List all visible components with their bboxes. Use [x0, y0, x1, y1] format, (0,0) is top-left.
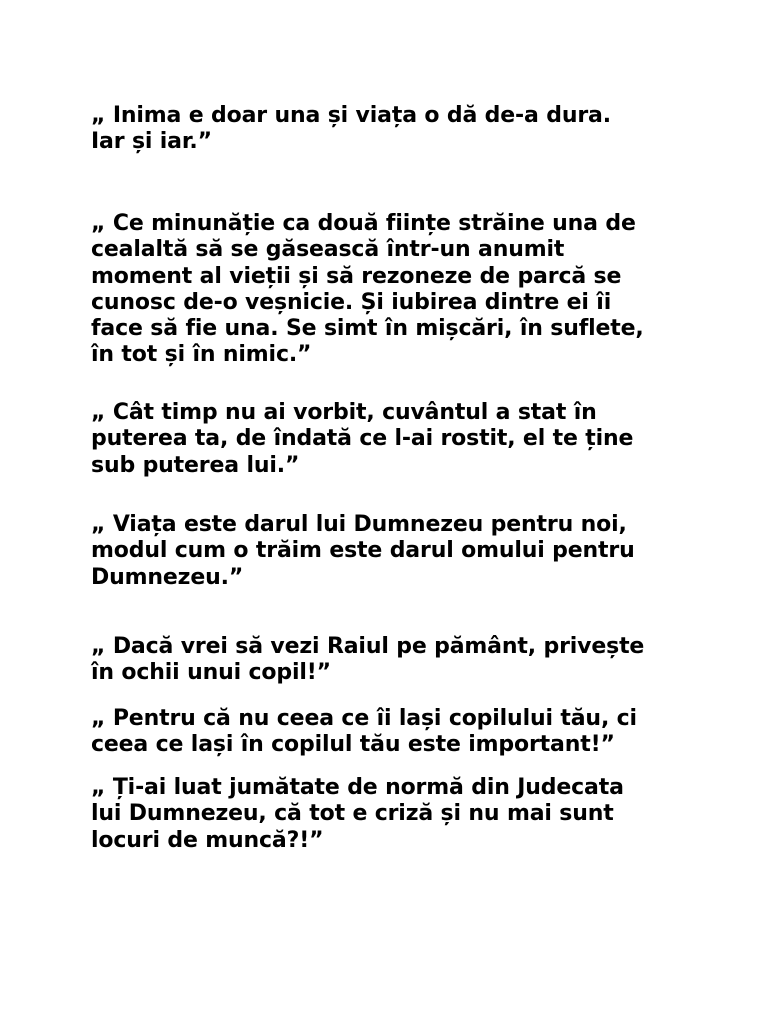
quote-6 — [91, 706, 731, 759]
quote-line: în tot și în nimic.” — [91, 342, 312, 368]
quote-5 — [91, 634, 731, 687]
quote-line: „ Ce minunăție ca două ființe străine una de — [91, 211, 636, 236]
quote-line: lui Dumnezeu, că tot e criză și nu mai sunt — [91, 801, 614, 827]
quote-3 — [91, 400, 731, 479]
quote-7 — [91, 775, 731, 854]
quote-2 — [91, 211, 731, 369]
quote-line: modul cum o trăim este darul omului pentru — [91, 538, 635, 564]
quote-line: cunosc de-o veșnicie. Și iubirea dintre ei îi — [91, 289, 612, 315]
quote-line: ceea ce lași în copilul tău este important!” — [91, 732, 615, 758]
quote-line: „ Dacă vrei să vezi Raiul pe pământ, privește — [91, 634, 645, 659]
quote-line: moment al vieții și să rezoneze de parcă se — [91, 263, 622, 289]
quote-line: „ Ți-ai luat jumătate de normă din Judecata — [91, 775, 624, 800]
quote-line: în ochii unui copil!” — [91, 660, 331, 686]
quote-line: face să fie una. Se simt în mișcări, în suflete, — [91, 316, 644, 342]
quote-line: sub puterea lui.” — [91, 452, 300, 478]
quote-line: „ Pentru că nu ceea ce îi lași copilului tău, ci — [91, 706, 637, 731]
quote-line: Dumnezeu.” — [91, 564, 244, 590]
quote-line: locuri de muncă?!” — [91, 827, 324, 853]
quote-line: Iar și iar.” — [91, 129, 212, 155]
quote-line: „ Viața este darul lui Dumnezeu pentru noi, — [91, 512, 627, 537]
quote-4 — [91, 512, 731, 591]
quote-line: „ Inima e doar una și viața o dă de-a dura. — [91, 103, 611, 128]
quote-1 — [91, 103, 731, 156]
quote-line: cealaltă să se găsească într-un anumit — [91, 237, 565, 263]
quote-line: „ Cât timp nu ai vorbit, cuvântul a stat în — [91, 400, 597, 425]
quote-line: puterea ta, de îndată ce l-ai rostit, el te ține — [91, 426, 634, 452]
